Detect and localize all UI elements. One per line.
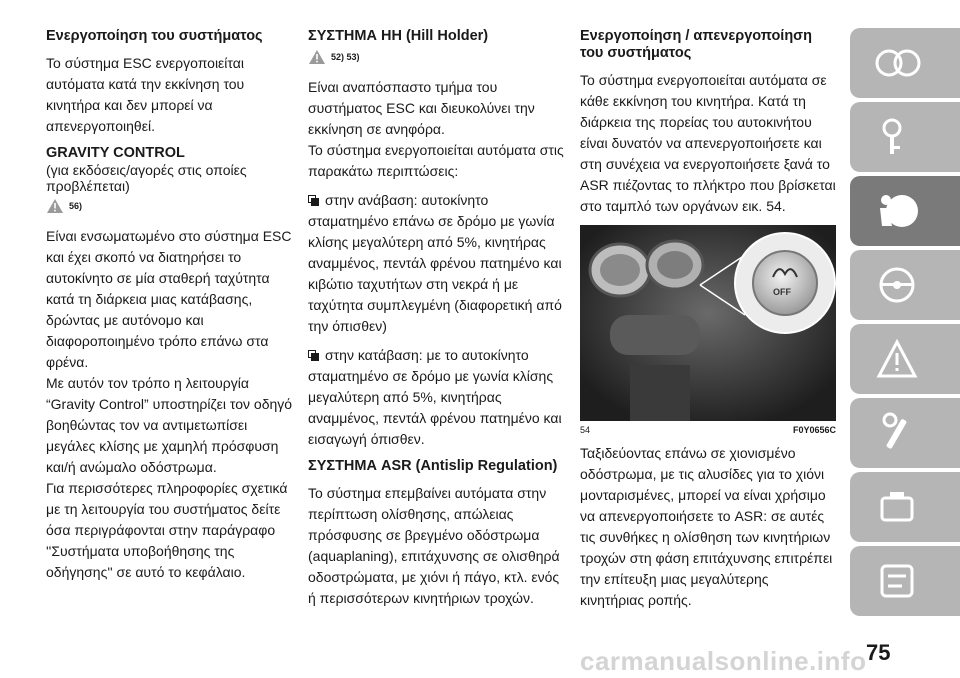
warning-ref-text: 52) 53) — [331, 52, 360, 62]
gravity-availability-note: (για εκδόσεις/αγορές στις οποίες προβλέπεται) — [46, 162, 247, 194]
wrench-icon — [872, 410, 922, 456]
tab-technical-data[interactable] — [850, 546, 960, 616]
bullet-uphill-text: στην ανάβαση: αυτοκίνητο σταματημένο επάνω σε δρόμο με γωνία κλίσης μεγαλύτερη από 5%, κινητήρας αναμμένος, πεντάλ φρένου πατημένο και κιβώτιο ταχυτήτων στη νεκρά ή με ταχύτητα συμπλεγμένη (διαφορετική από την όπισθεν) — [308, 192, 562, 334]
tab-driving[interactable] — [850, 250, 960, 320]
technical-data-icon — [872, 558, 922, 604]
warning-triangle-icon — [46, 198, 64, 214]
heading-system-activation: Ενεργοποίηση του συστήματος — [46, 28, 263, 44]
car-key-icon — [872, 114, 922, 160]
chapter-tabs — [850, 28, 960, 668]
paragraph-activation: Το σύστημα ESC ενεργοποιείται αυτόματα κατά την εκκίνηση του κινητήρα και δεν μπορεί να απενεργοποιηθεί. — [46, 55, 245, 134]
heading-asr-onoff: Ενεργοποίηση / απενεργοποίηση του συστήματος — [580, 28, 812, 61]
bullet-uphill — [308, 190, 570, 337]
bullet-downhill-text: στην κατάβαση: με το αυτοκίνητο σταματημένο σε δρόμο με γωνία κλίσης μεγαλύτερη από 5%, κινητήρας αναμμένος, πεντάλ φρένου πατημένο και εισαγωγή όπισθεν. — [308, 347, 562, 447]
figure-number: 54 — [580, 425, 591, 435]
tab-emergency[interactable] — [850, 398, 960, 468]
paragraph-hh-1: Είναι αναπόσπαστο τμήμα του συστήματος ESC και διευκολύνει την εκκίνηση σε ανηφόρα. — [308, 79, 535, 137]
bullet-icon — [308, 195, 319, 206]
paragraph-asr: Το σύστημα επεμβαίνει αυτόματα στην περίπτωση ολίσθησης, απώλειας πρόσφυσης σε βρεγμένο οδόστρωμα (aquaplaning), επιτάχυνσης σε ολισθηρά οδοστρώματα, με χιόνι ή πάγο, κτλ. ενός ή περισσότερων κινητήριων τροχών. — [308, 485, 560, 606]
tab-safety[interactable] — [850, 176, 960, 246]
warning-triangle-icon — [308, 49, 326, 65]
paragraph-gravity-3: Για περισσότερες πληροφορίες σχετικά με τη λειτουργία του συστήματος δείτε όσα περιγράφονται στην παράγραφο ''Συστήματα υποβοήθησης της οδήγησης'' σε αυτό το κεφάλαιο. — [46, 480, 288, 580]
column-3 — [580, 28, 836, 611]
heading-gravity-control: GRAVITY CONTROL — [46, 145, 185, 161]
tab-maintenance[interactable] — [850, 472, 960, 542]
warning-reference — [46, 194, 296, 218]
paragraph-snow: Ταξιδεύοντας επάνω σε χιονισμένο οδόστρωμα, με τις αλυσίδες για το χιόνι μονταρισμένες, μπορεί να είναι χρήσιμο να απενεργοποιήσετε το ASR: σε αυτές τις συνθήκες η ολίσθηση των κινητήριων τροχών στη φάση επιτάχυνσης επιτρέπει την επίτευξη μιας μεγαλύτερης κινητήριας ροπής. — [580, 445, 833, 608]
figure-asr-button — [580, 225, 836, 421]
tab-warnings[interactable] — [850, 324, 960, 394]
figure-code: F0Y0656C — [792, 425, 836, 435]
column-1 — [46, 28, 296, 583]
paragraph-gravity-2: Με αυτόν τον τρόπο η λειτουργία “Gravity Control” υποστηρίζει τον οδηγό βοηθώντας τον να αντιμετωπίσει μεγάλες κλίσης με χαμηλή πρόσφυση και/ή ανώμαλο οδόστρωμα. — [46, 375, 293, 475]
bullet-downhill — [308, 345, 570, 450]
dashboard-photo — [580, 225, 836, 421]
paragraph-asr-onoff: Το σύστημα ενεργοποιείται αυτόματα σε κάθε εκκίνηση του κινητήρα. Κατά τη διάρκεια της πορείας του αυτοκινήτου είναι δυνατόν να απενεργοποιήσετε και στη συνέχεια να ενεργοποιήσετε ξανά το ASR πιέζοντας το πλήκτρο που βρίσκεται στο ταμπλό των οργάνων εικ. 54. — [580, 72, 836, 214]
warning-reference — [308, 45, 570, 69]
dashboard-icon — [872, 40, 922, 86]
paragraph-gravity-1: Είναι ενσωματωμένο στο σύστημα ESC και έχει σκοπό να διατηρήσει το αυτοκίνητο σε μία σταθερή ταχύτητα κατά τη διάρκεια μιας κατάβασης, δρώντας με αυτόνομο και διαφοροποιημένο τρόπο επάνω στα φρένα. — [46, 228, 292, 370]
page-number: 75 — [866, 640, 891, 665]
paragraph-hh-2: Το σύστημα ενεργοποιείται αυτόματα στις παρακάτω περιπτώσεις: — [308, 142, 564, 179]
watermark: carmanualsonline.info — [580, 646, 867, 676]
maintenance-icon — [872, 484, 922, 530]
warning-triangle-icon — [872, 336, 922, 382]
figure-caption — [580, 425, 836, 435]
tab-keys[interactable] — [850, 102, 960, 172]
heading-hill-holder: ΣΥΣΤΗΜΑ HH (Hill Holder) — [308, 28, 489, 44]
airbag-safety-icon — [872, 188, 922, 234]
steering-wheel-icon — [872, 262, 922, 308]
heading-asr: ΣΥΣΤΗΜΑ ASR (Antislip Regulation) — [308, 458, 558, 474]
bullet-icon — [308, 350, 319, 361]
column-2 — [308, 28, 570, 609]
warning-ref-text: 56) — [69, 201, 83, 211]
tab-dashboard[interactable] — [850, 28, 960, 98]
asr-off-label: OFF — [773, 287, 791, 297]
